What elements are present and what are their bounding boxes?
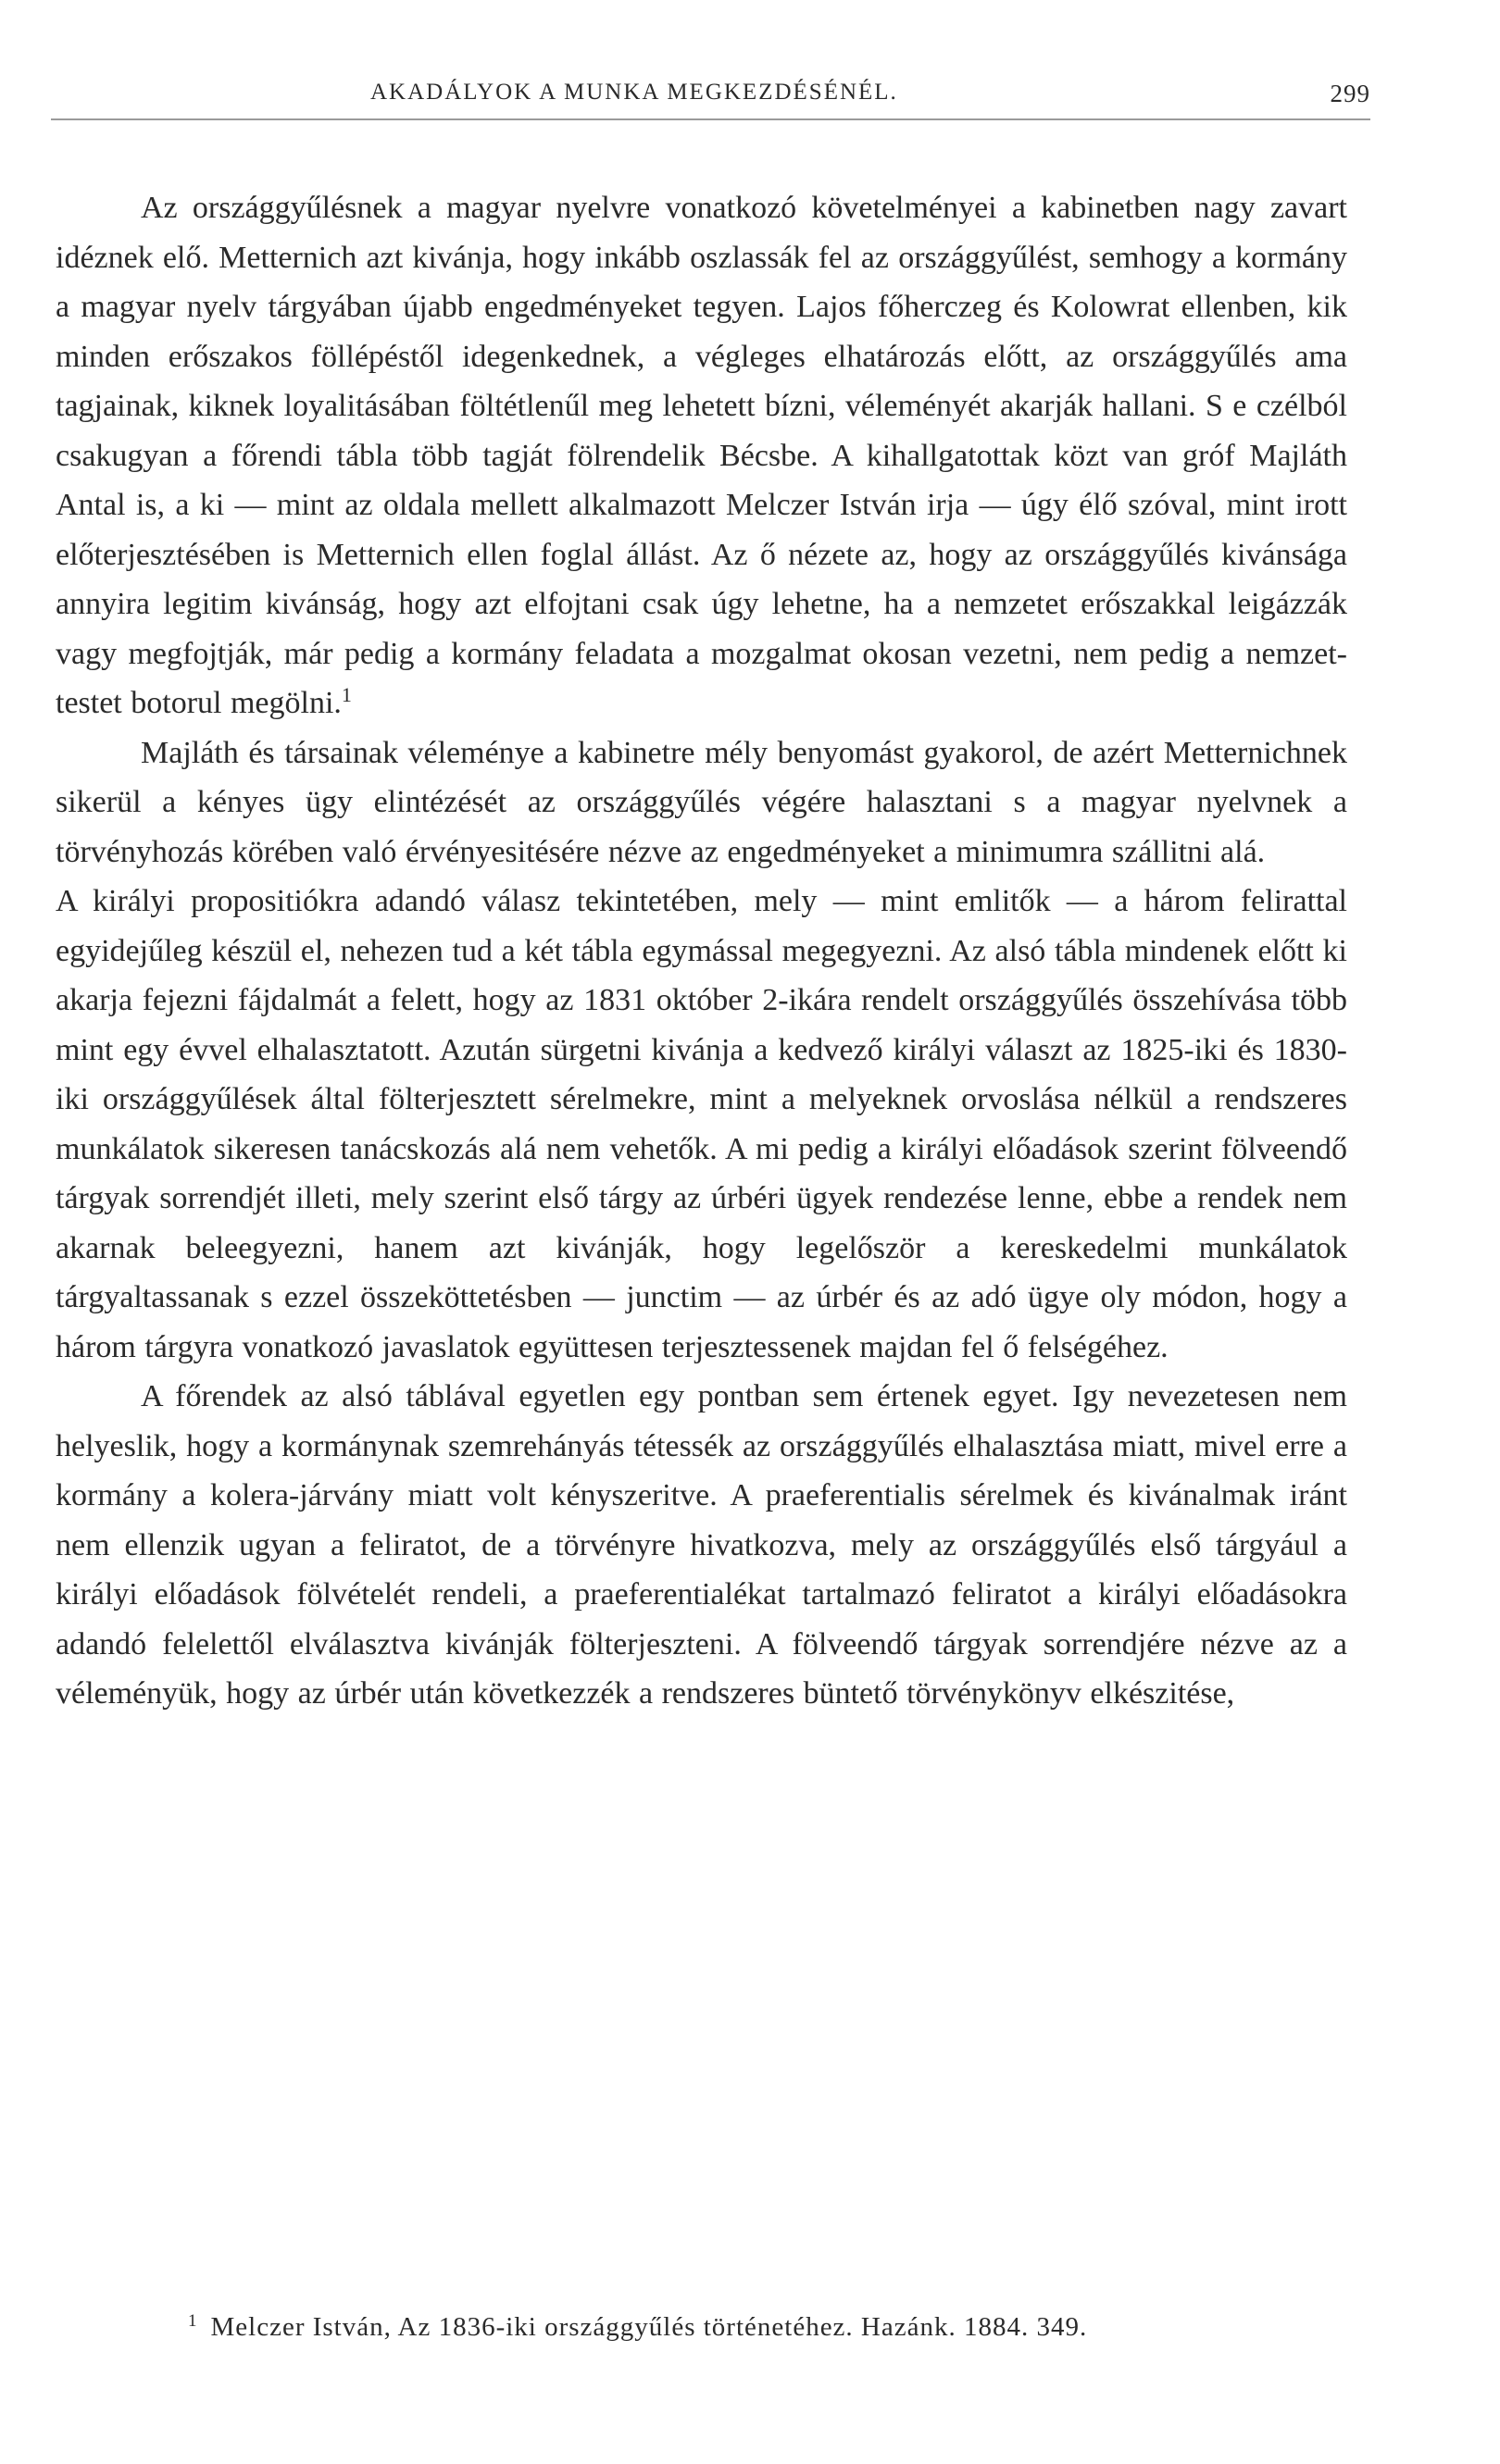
- paragraph-text: A főrendek az alsó táblával egyetlen egy pontban sem értenek egyet. Igy nevezetesen nem helyeslik, hogy a kormánynak szemrehányás tétessék az országgyűlés elhalasztása miatt, mivel erre a kormány a kolera-járvány miatt volt kényszeritve. A praeferentialis sérelmek és kivánalmak iránt nem ellenzik ugyan a feliratot, de a törvényre hivatkozva, mely az országgyűlés első tárgyául a királyi előadások fölvételét rendeli, a praeferentialékat tartalmazó feliratot a királyi előadásokra adandó felelettől elválasztva kivánják fölterjeszteni. A fölveendő tárgyak sorrendjére nézve az a véleményük, hogy az úrbér után következzék a rendszeres büntető törvénykönyv elkészitése,: [56, 1379, 1347, 1711]
- paragraph: [56, 728, 1347, 877]
- paragraph: [56, 877, 1347, 1372]
- footnote-reference: 1: [341, 683, 352, 706]
- running-head: [56, 80, 1370, 117]
- paragraph: [56, 1372, 1347, 1719]
- footnote-text: Melczer István, Az 1836-iki országgyűlés történetéhez. Hazánk. 1884. 349.: [210, 2312, 1088, 2342]
- header-rule: [51, 118, 1370, 120]
- paragraph-text: Az országgyűlésnek a magyar nyelvre vonatkozó követelményei a kabinetben nagy zavart idéznek elő. Metternich azt kivánja, hogy inkább oszlassák fel az országgyűlést, semhogy a kormány a magyar nyelv tárgyában újabb engedményeket tegyen. Lajos főherczeg és Kolowrat ellenben, kik minden erőszakos föllépéstől idegenkednek, a végleges elhatározás előtt, az országgyűlés ama tagjainak, kiknek loyalitásában föltétlenűl meg lehetett bízni, véleményét akarják hallani. S e czélból csakugyan a főrendi tábla több tagját fölrendelik Bécsbe. A kihallgatottak közt van gróf Majláth Antal is, a ki — mint az oldala mellett alkalmazott Melczer István irja — úgy élő szóval, mint irott előterjesztésében is Metternich ellen foglal állást. Az ő nézete az, hogy az országgyűlés kivánsága annyira legitim kivánság, hogy azt elfojtani csak úgy lehetne, ha a nemzetet erőszakkal leigázzák vagy megfojtják, már pedig a kormány feladata a mozgalmat okosan vezetni, nem pedig a nemzet-testet botorul megölni.: [56, 191, 1347, 720]
- body-text: [56, 183, 1347, 1719]
- paragraph-text: A királyi propositiókra adandó válasz tekintetében, mely — mint emlitők — a három felirattal egyidejűleg készül el, nehezen tud a két tábla egymással megegyezni. Az alsó tábla mindenek előtt ki akarja fejezni fájdalmát a felett, hogy az 1831 október 2-ikára rendelt országgyűlés összehívása több mint egy évvel elhalasztatott. Azután sürgetni kivánja a kedvező királyi választ az 1825-iki és 1830-iki országgyűlések által fölterjesztett sérelmekre, mint a melyeknek orvoslása nélkül a rendszeres munkálatok sikeresen tanácskozás alá nem vehetők. A mi pedig a királyi előadások szerint fölveendő tárgyak sorrendjét illeti, mely szerint első tárgy az úrbéri ügyek rendezése lenne, ebbe a rendek nem akarnak beleegyezni, hanem azt kivánják, hogy legelőször a kereskedelmi munkálatok tárgyaltassanak s ezzel összeköttetésben — junctim — az úrbér és az adó ügye oly módon, hogy a három tárgyra vonatkozó javaslatok együttesen terjesztessenek majdan fel ő felségéhez.: [56, 884, 1347, 1364]
- running-title: AKADÁLYOK A MUNKA MEGKEZDÉSÉNÉL.: [370, 80, 898, 105]
- footnote-mark: 1: [188, 2311, 198, 2331]
- page-number: 299: [1330, 80, 1370, 107]
- footnote: [56, 2303, 1347, 2346]
- paragraph-text: Majláth és társainak véleménye a kabinetre mély benyomást gyakorol, de azért Metternichnek sikerül a kényes ügy elintézését az országgyűlés végére halasztani s a magyar nyelvnek a törvényhozás körében való érvényesitésére nézve az engedményeket a minimumra szállitni alá.: [56, 735, 1347, 869]
- paragraph: [56, 183, 1347, 728]
